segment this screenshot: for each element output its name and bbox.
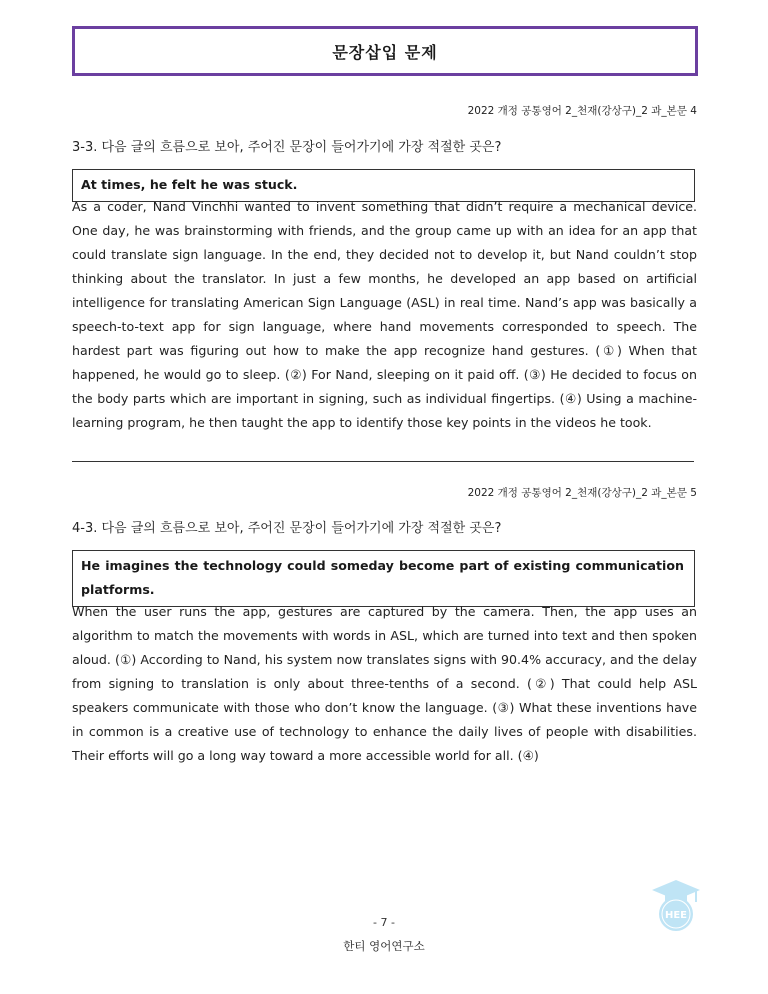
given-sentence-box-2 (72, 550, 695, 607)
question-prompt-1: 3-3. 다음 글의 흐름으로 보아, 주어진 문장이 들어가기에 가장 적절한 곳은? (72, 140, 502, 155)
given-sentence-1: At times, he felt he was stuck. (81, 177, 298, 192)
question-prompt-2: 4-3. 다음 글의 흐름으로 보아, 주어진 문장이 들어가기에 가장 적절한 곳은? (72, 521, 502, 536)
footer-organization: 한티 영어연구소 (343, 939, 425, 953)
page-title: 문장삽입 문제 (332, 42, 438, 62)
given-sentence-2: He imagines the technology could someday become part of existing communication platforms. (81, 558, 684, 597)
source-label-2: 2022 개정 공통영어 2_천재(강상구)_2 과_본문 5 (467, 487, 697, 499)
passage-2: When the user runs the app, gestures are captured by the camera. Then, the app uses an algorithm to match the movements with words in ASL, which are turned into text and then spoken aloud. (①) According to Nand, his system now translates signs with 90.4% accuracy, and the delay from signing to translation is only about three-tenths of a second. (②) That could help ASL speakers communicate with those who don’t know the language. (③) What these inventions have in common is a creative use of technology to enhance the daily lives of people with disabilities. Their efforts will go a long way toward a more accessible world for all. (④) (72, 604, 697, 763)
section-divider (72, 461, 694, 462)
hee-logo-icon (650, 878, 702, 934)
passage-1: As a coder, Nand Vinchhi wanted to invent something that didn’t require a mechanical device. One day, he was brainstorming with friends, and the group came up with an idea for an app that could translate sign language. In the end, they decided not to develop it, but Nand couldn’t stop thinking about the translator. In just a few months, he developed an app based on artificial intelligence for translating American Sign Language (ASL) in real time. Nand’s app was basically a speech-to-text app for sign language, where hand movements corresponded to speech. The hardest part was figuring out how to make the app recognize hand gestures. (①) When that happened, he would go to sleep. (②) For Nand, sleeping on it paid off. (③) He decided to focus on the body parts which are important in signing, such as individual fingertips. (④) Using a machine-learning program, he then taught the app to identify those key points in the videos he took. (72, 199, 697, 430)
source-label-1: 2022 개정 공통영어 2_천재(강상구)_2 과_본문 4 (467, 105, 697, 117)
page-title-box (72, 26, 698, 76)
logo-text: HEE (664, 910, 688, 921)
page-number: - 7 - (373, 916, 395, 929)
